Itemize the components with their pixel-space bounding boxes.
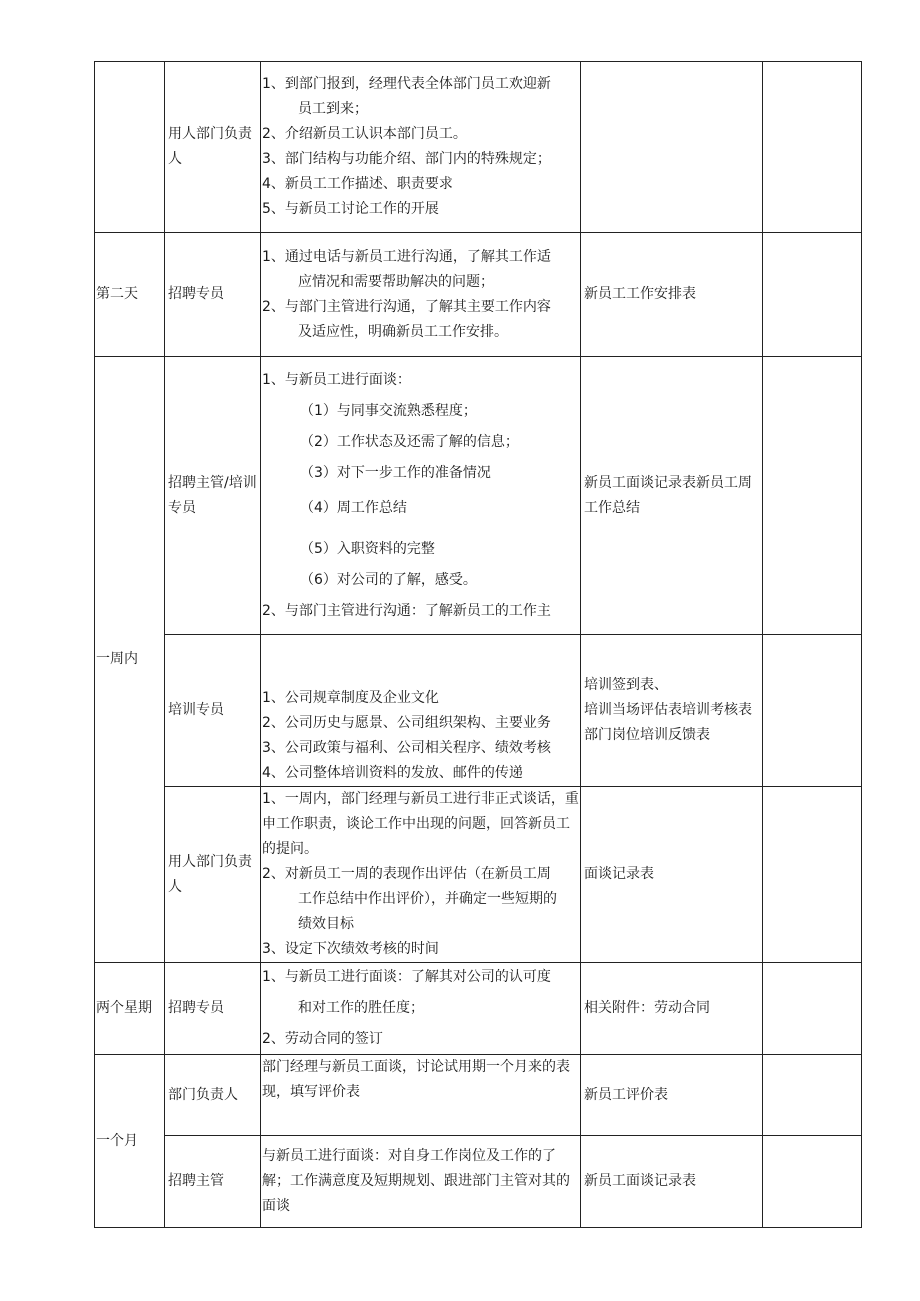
table-row xyxy=(95,233,862,357)
content-line: 员工到来； xyxy=(298,101,368,117)
content-line: 3、部门结构与功能介绍、部门内的特殊规定； xyxy=(262,151,551,167)
period-cell: 两个星期 xyxy=(95,963,165,1055)
content-cell xyxy=(261,357,581,635)
content-line: 2、劳动合同的签订 xyxy=(262,1031,383,1047)
content-line: 3、公司政策与福利、公司相关程序、绩效考核 xyxy=(262,740,551,756)
form-cell xyxy=(581,635,763,787)
content-cell xyxy=(261,62,581,233)
period-cell: 一个月 xyxy=(95,1055,165,1228)
form-cell: 面谈记录表 xyxy=(581,787,763,963)
remark-cell xyxy=(763,357,862,635)
table-row xyxy=(95,1055,862,1136)
onboarding-schedule-table xyxy=(94,61,862,1228)
owner-cell: 招聘专员 xyxy=(165,963,261,1055)
form-cell xyxy=(581,62,763,233)
content-cell xyxy=(261,233,581,357)
owner-cell xyxy=(165,1055,261,1136)
table-row xyxy=(95,357,862,635)
owner-cell: 招聘主管 xyxy=(165,1136,261,1228)
content-line: 2、公司历史与愿景、公司组织架构、主要业务 xyxy=(262,715,551,731)
form-line: 培训当场评估表培训考核表部门岗位培训反馈表 xyxy=(584,702,752,743)
form-cell: 新员工工作安排表 xyxy=(581,233,763,357)
content-line: 应情况和需要帮助解决的问题； xyxy=(298,273,494,290)
content-line: 1、到部门报到，经理代表全体部门员工欢迎新 xyxy=(262,76,551,92)
content-line: 部门经理与新员工面谈，讨论试用期一个月来的表现，填写评价表 xyxy=(262,1059,570,1100)
period-cell xyxy=(95,62,165,233)
table-row xyxy=(95,1136,862,1228)
content-line: 4、新员工工作描述、职责要求 xyxy=(262,176,453,192)
table-row xyxy=(95,787,862,963)
content-line: 与新员工进行面谈：对自身工作岗位及工作的了解；工作满意度及短期规划、跟进部门主管对其的面谈 xyxy=(262,1148,570,1214)
content-line: 1、通过电话与新员工进行沟通，了解其工作适 xyxy=(262,248,551,265)
content-line: 和对工作的胜任度； xyxy=(298,1000,424,1016)
content-line: 2、与部门主管进行沟通，了解其主要工作内容 xyxy=(262,298,551,315)
remark-cell xyxy=(763,787,862,963)
content-line: 2、介绍新员工认识本部门员工。 xyxy=(262,126,467,142)
content-line: 1、公司规章制度及企业文化 xyxy=(262,690,439,706)
remark-cell xyxy=(763,62,862,233)
content-line: 绩效目标 xyxy=(298,916,354,932)
content-line: 4、公司整体培训资料的发放、邮件的传递 xyxy=(262,765,523,781)
table-row xyxy=(95,963,862,1055)
content-line: 及适应性，明确新员工工作安排。 xyxy=(298,323,508,340)
content-line: （4）周工作总结 xyxy=(300,499,407,516)
content-line: （6）对公司的了解，感受。 xyxy=(300,571,477,588)
content-line: 1、一周内，部门经理与新员工进行非正式谈话，重申工作职责，谈论工作中出现的问题，回答新员工的提问。 xyxy=(262,791,579,857)
owner-cell xyxy=(165,357,261,635)
content-cell xyxy=(261,1055,581,1136)
remark-cell xyxy=(763,635,862,787)
remark-cell xyxy=(763,1055,862,1136)
content-cell xyxy=(261,635,581,787)
content-line: （1）与同事交流熟悉程度； xyxy=(300,402,477,419)
form-cell: 新员工面谈记录表 xyxy=(581,1136,763,1228)
table-row xyxy=(95,635,862,787)
owner-cell: 用人部门负责人 xyxy=(165,62,261,233)
table-row xyxy=(95,62,862,233)
period-cell: 一周内 xyxy=(95,357,165,963)
form-cell: 新员工评价表 xyxy=(581,1055,763,1136)
content-line: 2、对新员工一周的表现作出评估（在新员工周 xyxy=(262,866,551,882)
content-cell xyxy=(261,787,581,963)
owner-text: 部门负责人 xyxy=(168,1086,238,1103)
content-cell xyxy=(261,1136,581,1228)
content-cell xyxy=(261,963,581,1055)
content-line: 1、与新员工进行面谈： xyxy=(262,371,411,388)
content-line: 2、与部门主管进行沟通：了解新员工的工作主 xyxy=(262,602,551,619)
remark-cell xyxy=(763,963,862,1055)
content-line: 3、设定下次绩效考核的时间 xyxy=(262,941,439,957)
content-line: 工作总结中作出评价），并确定一些短期的 xyxy=(298,891,557,907)
remark-cell xyxy=(763,233,862,357)
content-line: 1、与新员工进行面谈：了解其对公司的认可度 xyxy=(262,969,551,985)
content-line: （3）对下一步工作的准备情况 xyxy=(300,464,491,481)
remark-cell xyxy=(763,1136,862,1228)
owner-text: 招聘主管/培训专员 xyxy=(168,474,257,516)
owner-cell: 招聘专员 xyxy=(165,233,261,357)
content-line: 5、与新员工讨论工作的开展 xyxy=(262,201,439,217)
owner-cell: 用人部门负责人 xyxy=(165,787,261,963)
content-line: （2）工作状态及还需了解的信息； xyxy=(300,433,519,450)
form-cell: 新员工面谈记录表新员工周工作总结 xyxy=(581,357,763,635)
content-line: （5）入职资料的完整 xyxy=(300,540,435,557)
owner-cell: 培训专员 xyxy=(165,635,261,787)
period-cell: 第二天 xyxy=(95,233,165,357)
form-cell: 相关附件：劳动合同 xyxy=(581,963,763,1055)
form-line: 培训签到表、 xyxy=(584,677,668,693)
